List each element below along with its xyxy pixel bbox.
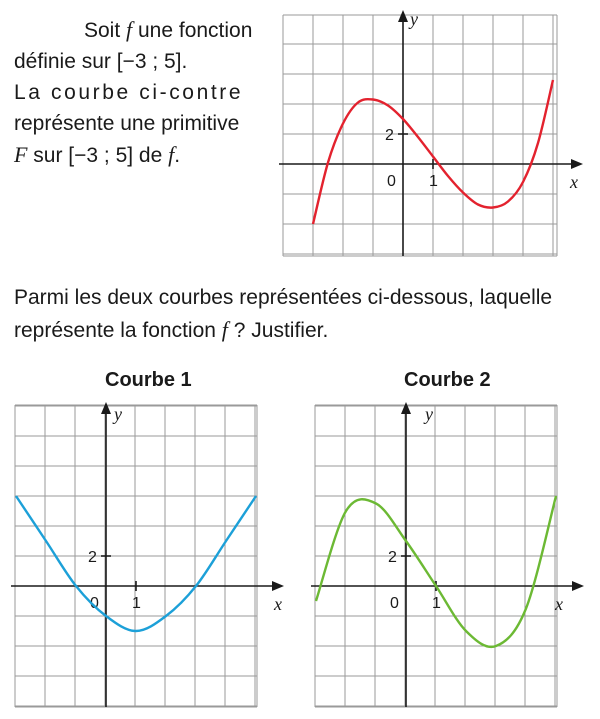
y-unit-label: 2 [88, 549, 97, 566]
question-line-1: Parmi les deux courbes représentées ci-dessous, laquelle [14, 286, 553, 309]
grid [315, 405, 557, 707]
y-axis-label: y [410, 9, 418, 29]
intro-line-4: représente une primitive [14, 112, 240, 135]
x-unit-label: 1 [132, 595, 141, 612]
x-axis-label: x [274, 594, 282, 614]
y-unit-label: 2 [385, 127, 394, 144]
var-F: F [14, 142, 28, 167]
x-unit-label: 1 [429, 173, 438, 190]
curve-1-title: Courbe 1 [105, 369, 192, 391]
x-axis-arrow [572, 581, 584, 591]
x-axis-label: x [555, 594, 563, 614]
curve-2-title: Courbe 2 [404, 369, 491, 391]
origin-label: 0 [90, 595, 99, 612]
intro-line-5: F sur [−3 ; 5] de f. [14, 142, 181, 167]
y-axis-arrow [401, 402, 411, 414]
intro-line-1: Soit f une fonction [84, 17, 253, 42]
intro-line-2: définie sur [−3 ; 5]. [14, 50, 188, 73]
intro-line-3: La courbe ci-contre [14, 81, 244, 104]
origin-label: 0 [387, 173, 396, 190]
x-unit-label: 1 [432, 595, 441, 612]
var-f: f [168, 142, 175, 167]
y-axis-label: y [425, 404, 433, 424]
origin-label: 0 [390, 595, 399, 612]
x-axis-label: x [570, 172, 578, 192]
curve-2 [316, 496, 556, 647]
y-axis-label: y [114, 404, 122, 424]
var-f: f [221, 317, 228, 342]
y-unit-label: 2 [388, 549, 397, 566]
question-line-2: représente la fonction f ? Justifier. [14, 317, 329, 342]
var-f: f [126, 17, 133, 42]
